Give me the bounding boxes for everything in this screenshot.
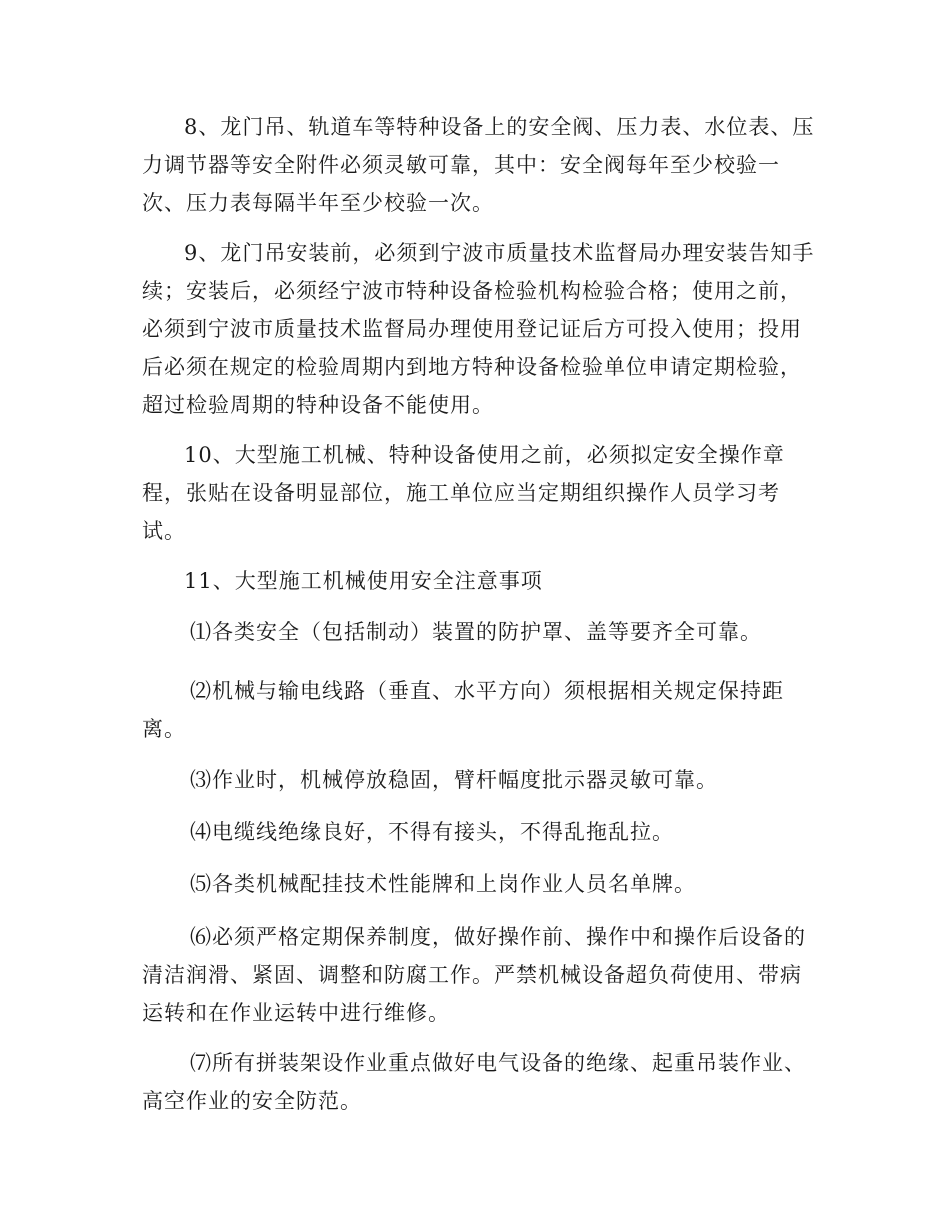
paragraph-10-line-3: 试。 — [142, 519, 186, 543]
paragraph-10-line-2: 程，张贴在设备明显部位，施工单位应当定期组织操作人员学习考 — [142, 481, 780, 505]
paragraph-8-line-2: 力调节器等安全附件必须灵敏可靠，其中：安全阀每年至少校验一 — [142, 153, 780, 177]
paragraph-9-line-5: 超过检验周期的特种设备不能使用。 — [142, 393, 494, 417]
list-item-4-line-1: ⑷电缆线绝缘良好，不得有接头，不得乱拖乱拉。 — [190, 820, 674, 844]
list-item-7-line-2: 高空作业的安全防范。 — [142, 1089, 362, 1113]
paragraph-8-line-1: 8、龙门吊、轨道车等特种设备上的安全阀、压力表、水位表、压 — [184, 115, 815, 139]
list-item-7-line-1: ⑺所有拼装架设作业重点做好电气设备的绝缘、起重吊装作业、 — [190, 1051, 806, 1075]
paragraph-9-line-4: 后必须在规定的检验周期内到地方特种设备检验单位申请定期检验， — [142, 355, 802, 379]
paragraph-9-line-3: 必须到宁波市质量技术监督局办理使用登记证后方可投入使用；投用 — [142, 317, 802, 341]
list-item-1-line-1: ⑴各类安全（包括制动）装置的防护罩、盖等要齐全可靠。 — [190, 620, 762, 644]
list-item-5-line-1: ⑸各类机械配挂技术性能牌和上岗作业人员名单牌。 — [190, 872, 696, 896]
paragraph-11-heading: 11、大型施工机械使用安全注意事项 — [184, 569, 543, 593]
list-item-2-line-1: ⑵机械与输电线路（垂直、水平方向）须根据相关规定保持距 — [190, 679, 784, 703]
paragraph-9-line-2: 续；安装后，必须经宁波市特种设备检验机构检验合格；使用之前， — [142, 279, 802, 303]
list-item-2-line-2: 离。 — [142, 717, 186, 741]
list-item-6-line-3: 运转和在作业运转中进行维修。 — [142, 1001, 450, 1025]
list-item-6-line-1: ⑹必须严格定期保养制度，做好操作前、操作中和操作后设备的 — [190, 925, 806, 949]
list-item-3-line-1: ⑶作业时，机械停放稳固，臂杆幅度批示器灵敏可靠。 — [190, 768, 718, 792]
list-item-6-line-2: 清洁润滑、紧固、调整和防腐工作。严禁机械设备超负荷使用、带病 — [142, 963, 802, 987]
paragraph-10-line-1: 10、大型施工机械、特种设备使用之前，必须拟定安全操作章 — [184, 443, 785, 467]
paragraph-8-line-3: 次、压力表每隔半年至少校验一次。 — [142, 191, 494, 215]
paragraph-9-line-1: 9、龙门吊安装前，必须到宁波市质量技术监督局办理安装告知手 — [184, 241, 815, 265]
